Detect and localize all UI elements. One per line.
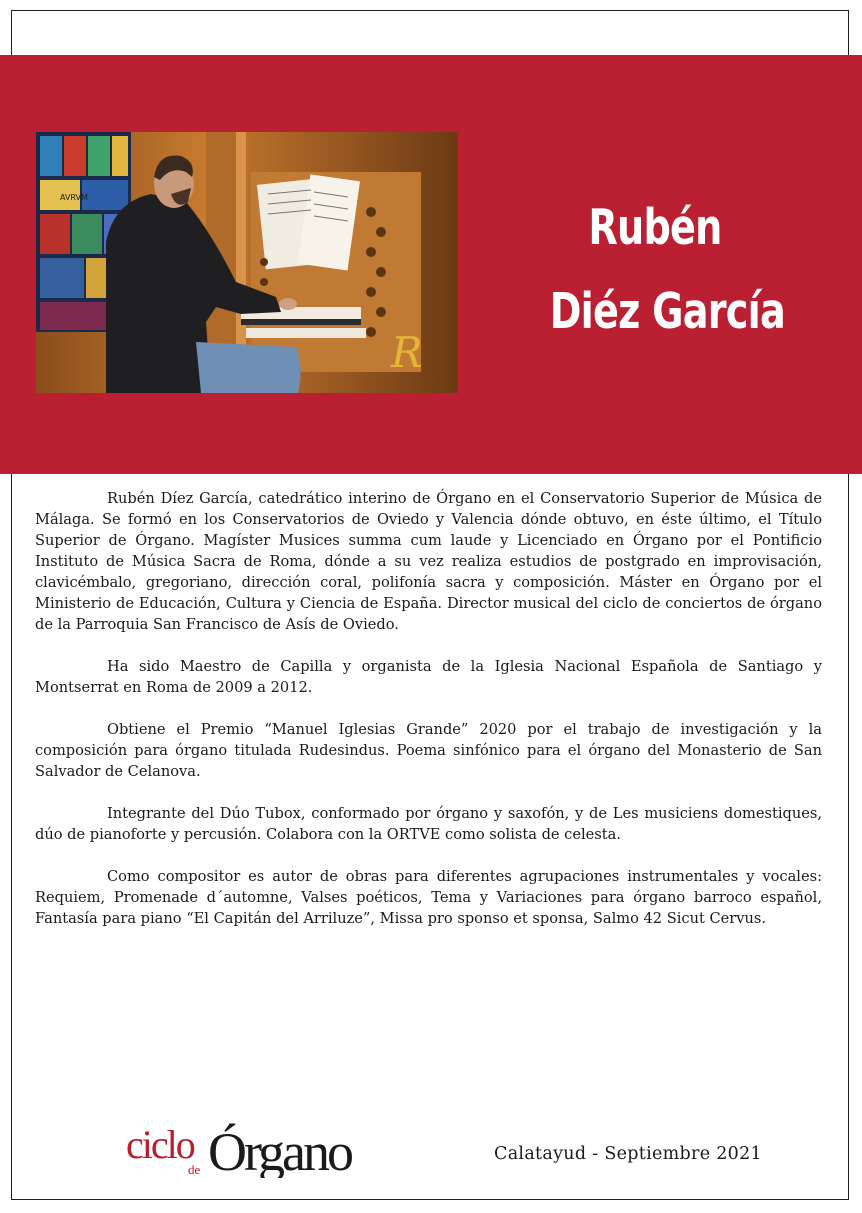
- bio-paragraph: Como compositor es autor de obras para diferentes agrupaciones instrumentales y vocales: Requiem, Promenade d´automne, Valses poéticos, Tema y Variaciones para órgano barroco español, Fantasía para piano “El Capitán del Arriluze”, Missa pro sponso et sponsa, Salmo 42 Sicut Cervus.: [35, 868, 822, 927]
- bio-paragraph: Ha sido Maestro de Capilla y organista de la Iglesia Nacional Española de Santiago y Montserrat en Roma de 2009 a 2012.: [35, 658, 822, 696]
- photo-signature: R: [391, 328, 423, 377]
- bio-paragraph: Integrante del Dúo Tubox, conformado por órgano y saxofón, y de Les musiciens domestiques, dúo de pianoforte y percusión. Colabora con la ORTVE como solista de celesta.: [35, 805, 822, 843]
- bio-paragraph: Rubén Díez García, catedrático interino de Órgano en el Conservatorio Superior de Música de Málaga. Se formó en los Conservatorios de Oviedo y Valencia dónde obtuvo, en éste último, el Título Superior de Órgano. Magíster Musices summa cum laude y Licenciado en Órgano por el Pontificio Instituto de Música Sacra de Roma, dónde a su vez realiza estudios de postgrado en improvisación, clavicémbalo, gregoriano, dirección coral, polifonía sacra y composición. Máster en Órgano por el Ministerio de Educación, Cultura y Ciencia de España. Director musical del ciclo de conciertos de órgano de la Parroquia San Francisco de Asís de Oviedo.: [35, 490, 822, 633]
- page-title: [549, 186, 785, 354]
- organist-photo: [36, 132, 458, 393]
- title-surnames: Diéz García: [549, 283, 785, 340]
- svg-text:AVRVM: AVRVM: [60, 193, 88, 202]
- title-first-name: Rubén: [588, 199, 722, 256]
- footer-location-date: Calatayud - Septiembre 2021: [494, 1144, 762, 1164]
- logo-word-de: de: [188, 1162, 201, 1177]
- bio-paragraph: Obtiene el Premio “Manuel Iglesias Grande” 2020 por el trabajo de investigación y la composición para órgano titulada Rudesindus. Poema sinfónico para el órgano del Monasterio de San Salvador de Celanova.: [35, 721, 822, 780]
- ciclo-de-organo-logo: [126, 1112, 376, 1178]
- logo-word-ciclo: ciclo: [126, 1122, 194, 1167]
- logo-word-organo: Órgano: [208, 1122, 351, 1178]
- biography: [35, 488, 822, 950]
